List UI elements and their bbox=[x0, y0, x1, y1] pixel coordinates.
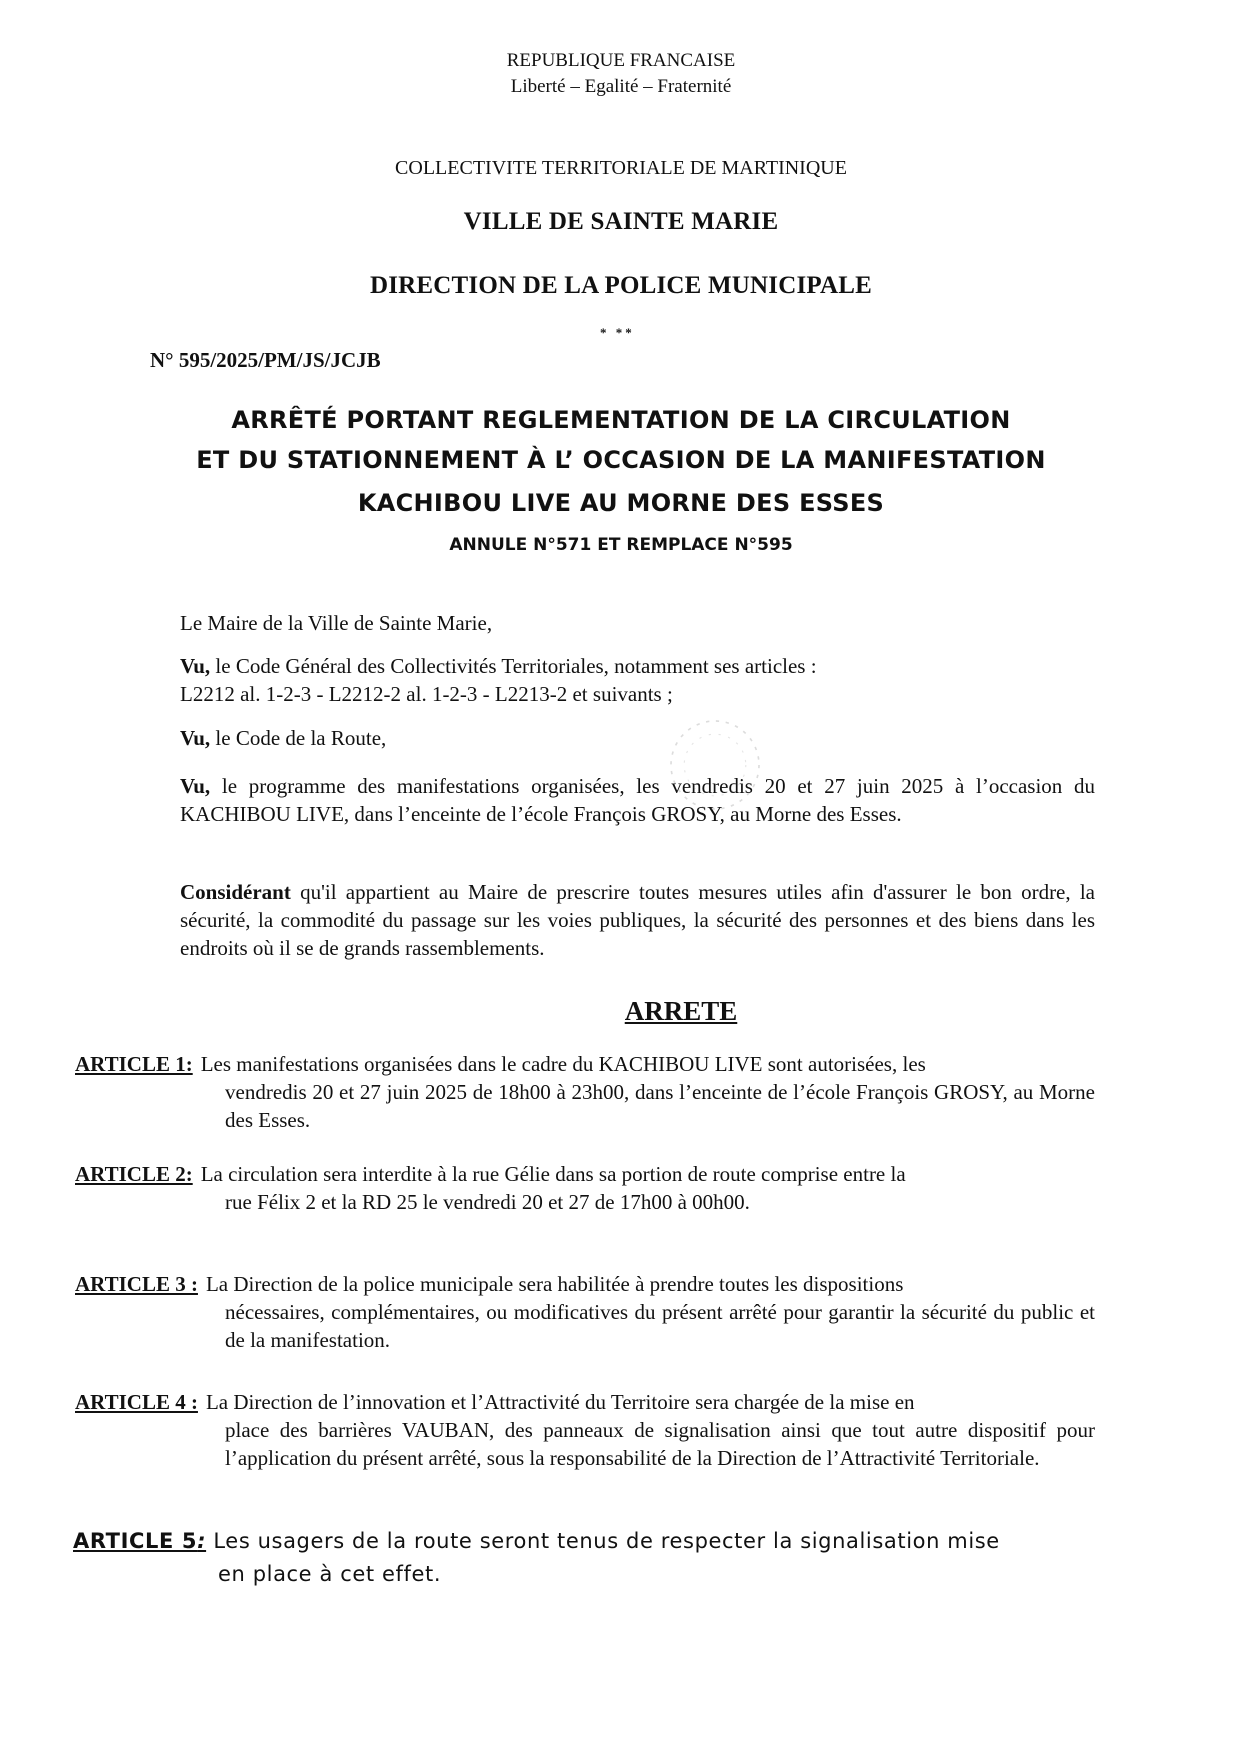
vu-programme-text: le programme des manifestations organisées, les vendredis 20 et 27 juin 2025 à l’occasion du KACHIBOU LIVE, dans l’enceinte de l’école François GROSY, au Morne des Esses. bbox=[180, 774, 1095, 826]
article-text-rest: vendredis 20 et 27 juin 2025 de 18h00 à 23h00, dans l’enceinte de l’école François GROSY, au Morne des Esses. bbox=[225, 1080, 1095, 1132]
vu-cgct-articles: L2212 al. 1-2-3 - L2212-2 al. 1-2-3 - L2213-2 et suivants ; bbox=[180, 682, 673, 706]
article-5 bbox=[73, 1525, 1113, 1591]
vu-cgct bbox=[180, 652, 1095, 708]
city-heading: VILLE DE SAINTE MARIE bbox=[463, 208, 779, 235]
article-5-colon: : bbox=[197, 1529, 207, 1553]
title-line-1: ARRÊTÉ PORTANT REGLEMENTATION DE LA CIRCULATION bbox=[231, 406, 1011, 434]
article-text-rest: rue Félix 2 et la RD 25 le vendredi 20 et 27 de 17h00 à 00h00. bbox=[225, 1190, 750, 1214]
article-label bbox=[73, 1529, 206, 1553]
article-label: ARTICLE 3 : bbox=[75, 1272, 198, 1296]
article-text-first: La Direction de l’innovation et l’Attractivité du Territoire sera chargée de la mise en bbox=[205, 1390, 915, 1414]
article-text-first: La circulation sera interdite à la rue Gélie dans sa portion de route comprise entre la bbox=[200, 1162, 906, 1186]
mayor-line: Le Maire de la Ville de Sainte Marie, bbox=[180, 611, 493, 635]
article-text-first: La Direction de la police municipale sera habilitée à prendre toutes les dispositions bbox=[205, 1272, 904, 1296]
republic-motto: Liberté – Egalité – Fraternité bbox=[510, 76, 732, 97]
considerant-word: Considérant bbox=[180, 880, 291, 904]
article-1 bbox=[75, 1050, 1095, 1134]
article-5-label: ARTICLE 5 bbox=[73, 1529, 198, 1553]
article-label: ARTICLE 4 : bbox=[75, 1390, 198, 1414]
title-line-2: ET DU STATIONNEMENT À L’ OCCASION DE LA MANIFESTATION bbox=[196, 446, 1046, 474]
article-text-rest: place des barrières VAUBAN, des panneaux de signalisation ainsi que tout autre dispositif pour l’application du présent arrêté, sous la responsabilité de la Direction de l’Attractivité Territoriale. bbox=[225, 1418, 1095, 1470]
vu-word: Vu, bbox=[180, 654, 211, 678]
arrete-heading: ARRETE bbox=[624, 996, 738, 1026]
vu-code-route bbox=[180, 724, 1095, 752]
considerant-paragraph bbox=[180, 878, 1095, 962]
article-3 bbox=[75, 1270, 1095, 1354]
republic-heading: REPUBLIQUE FRANCAISE bbox=[506, 50, 736, 71]
vu-word: Vu, bbox=[180, 774, 211, 798]
vu-word: Vu, bbox=[180, 726, 211, 750]
reference-number: N° 595/2025/PM/JS/JCJB bbox=[150, 348, 381, 372]
vu-cgct-text: le Code Général des Collectivités Territoriales, notamment ses articles : bbox=[215, 654, 817, 678]
title-line-3: KACHIBOU LIVE AU MORNE DES ESSES bbox=[357, 489, 885, 517]
vu-code-route-text: le Code de la Route, bbox=[215, 726, 387, 750]
faded-stamp bbox=[660, 710, 770, 820]
collectivity-heading: COLLECTIVITE TERRITORIALE DE MARTINIQUE bbox=[395, 157, 847, 179]
vu-programme bbox=[180, 772, 1095, 828]
direction-heading: DIRECTION DE LA POLICE MUNICIPALE bbox=[369, 272, 873, 299]
article-label: ARTICLE 2: bbox=[75, 1162, 193, 1186]
article-5-line-1: Les usagers de la route seront tenus de respecter la signalisation mise bbox=[213, 1529, 1000, 1553]
article-text-rest: nécessaires, complémentaires, ou modificatives du présent arrêté pour garantir la sécurité du public et de la manifestation. bbox=[225, 1300, 1095, 1352]
article-4 bbox=[75, 1388, 1095, 1472]
article-5-line-2: en place à cet effet. bbox=[218, 1562, 442, 1586]
separator-stars: * ** bbox=[600, 325, 635, 340]
article-2 bbox=[75, 1160, 1095, 1216]
article-text-first: Les manifestations organisées dans le cadre du KACHIBOU LIVE sont autorisées, les bbox=[200, 1052, 926, 1076]
considerant-text: qu'il appartient au Maire de prescrire toutes mesures utiles afin d'assurer le bon ordre, la sécurité, la commodité du passage sur les voies publiques, la sécurité des personnes et des biens dans les endroits où il se de grands rassemblements. bbox=[180, 880, 1096, 960]
article-label: ARTICLE 1: bbox=[75, 1052, 193, 1076]
title-subtitle: ANNULE N°571 ET REMPLACE N°595 bbox=[449, 535, 793, 555]
